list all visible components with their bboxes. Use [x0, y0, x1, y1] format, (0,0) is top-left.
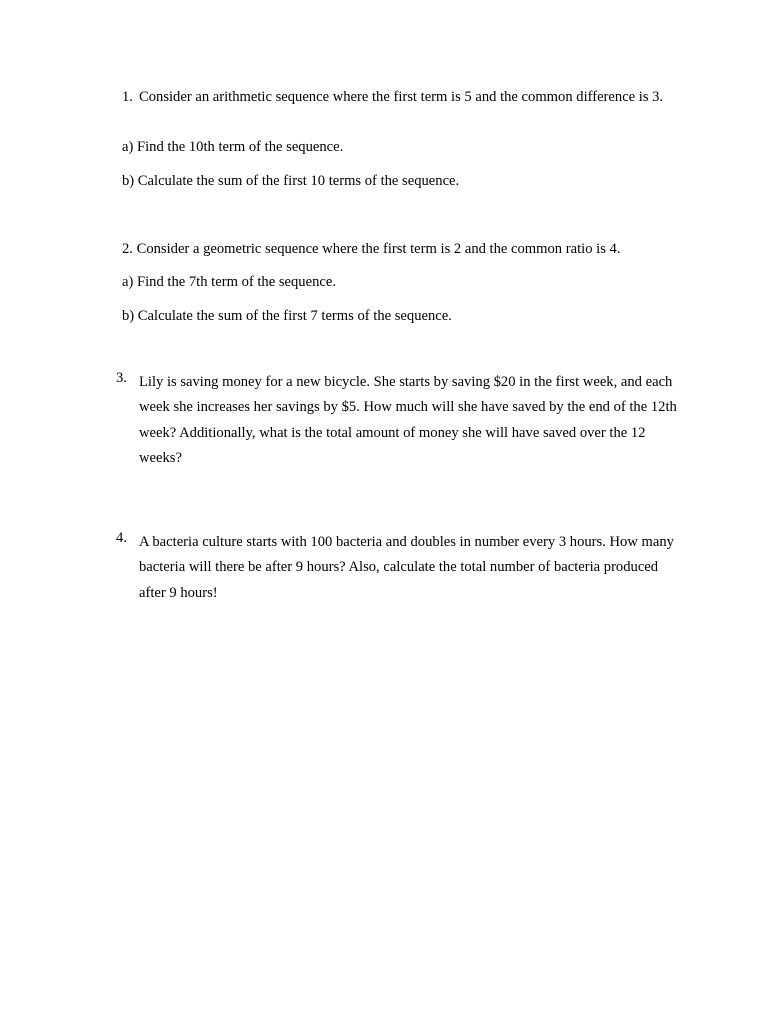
question-1-part-b: b) Calculate the sum of the first 10 terms of the sequence. [122, 173, 460, 189]
question-4-number: 4. [116, 530, 127, 546]
question-1-part-a: a) Find the 10th term of the sequence. [122, 139, 344, 155]
question-4-text: A bacteria culture starts with 100 bacteria and doubles in number every 3 hours. How many bacteria will there be after 9 hours? Also, calculate the total number of bacteria produced after 9 hours! [139, 534, 674, 601]
question-2-part-a: a) Find the 7th term of the sequence. [122, 274, 336, 290]
question-3-text: Lily is saving money for a new bicycle. She starts by saving $20 in the first week, and each week she increases her savings by $5. How much will she have saved by the end of the 12th week? Additionally, what is the total amount of money she will have saved over the 12 weeks? [139, 374, 677, 466]
question-1-number: 1. [122, 89, 133, 105]
question-2-text: 2. Consider a geometric sequence where the first term is 2 and the common ratio is 4. [122, 241, 621, 257]
question-2-part-b: b) Calculate the sum of the first 7 terms of the sequence. [122, 308, 452, 324]
question-1-text: Consider an arithmetic sequence where the first term is 5 and the common difference is 3. [139, 89, 664, 105]
question-3-number: 3. [116, 370, 127, 386]
